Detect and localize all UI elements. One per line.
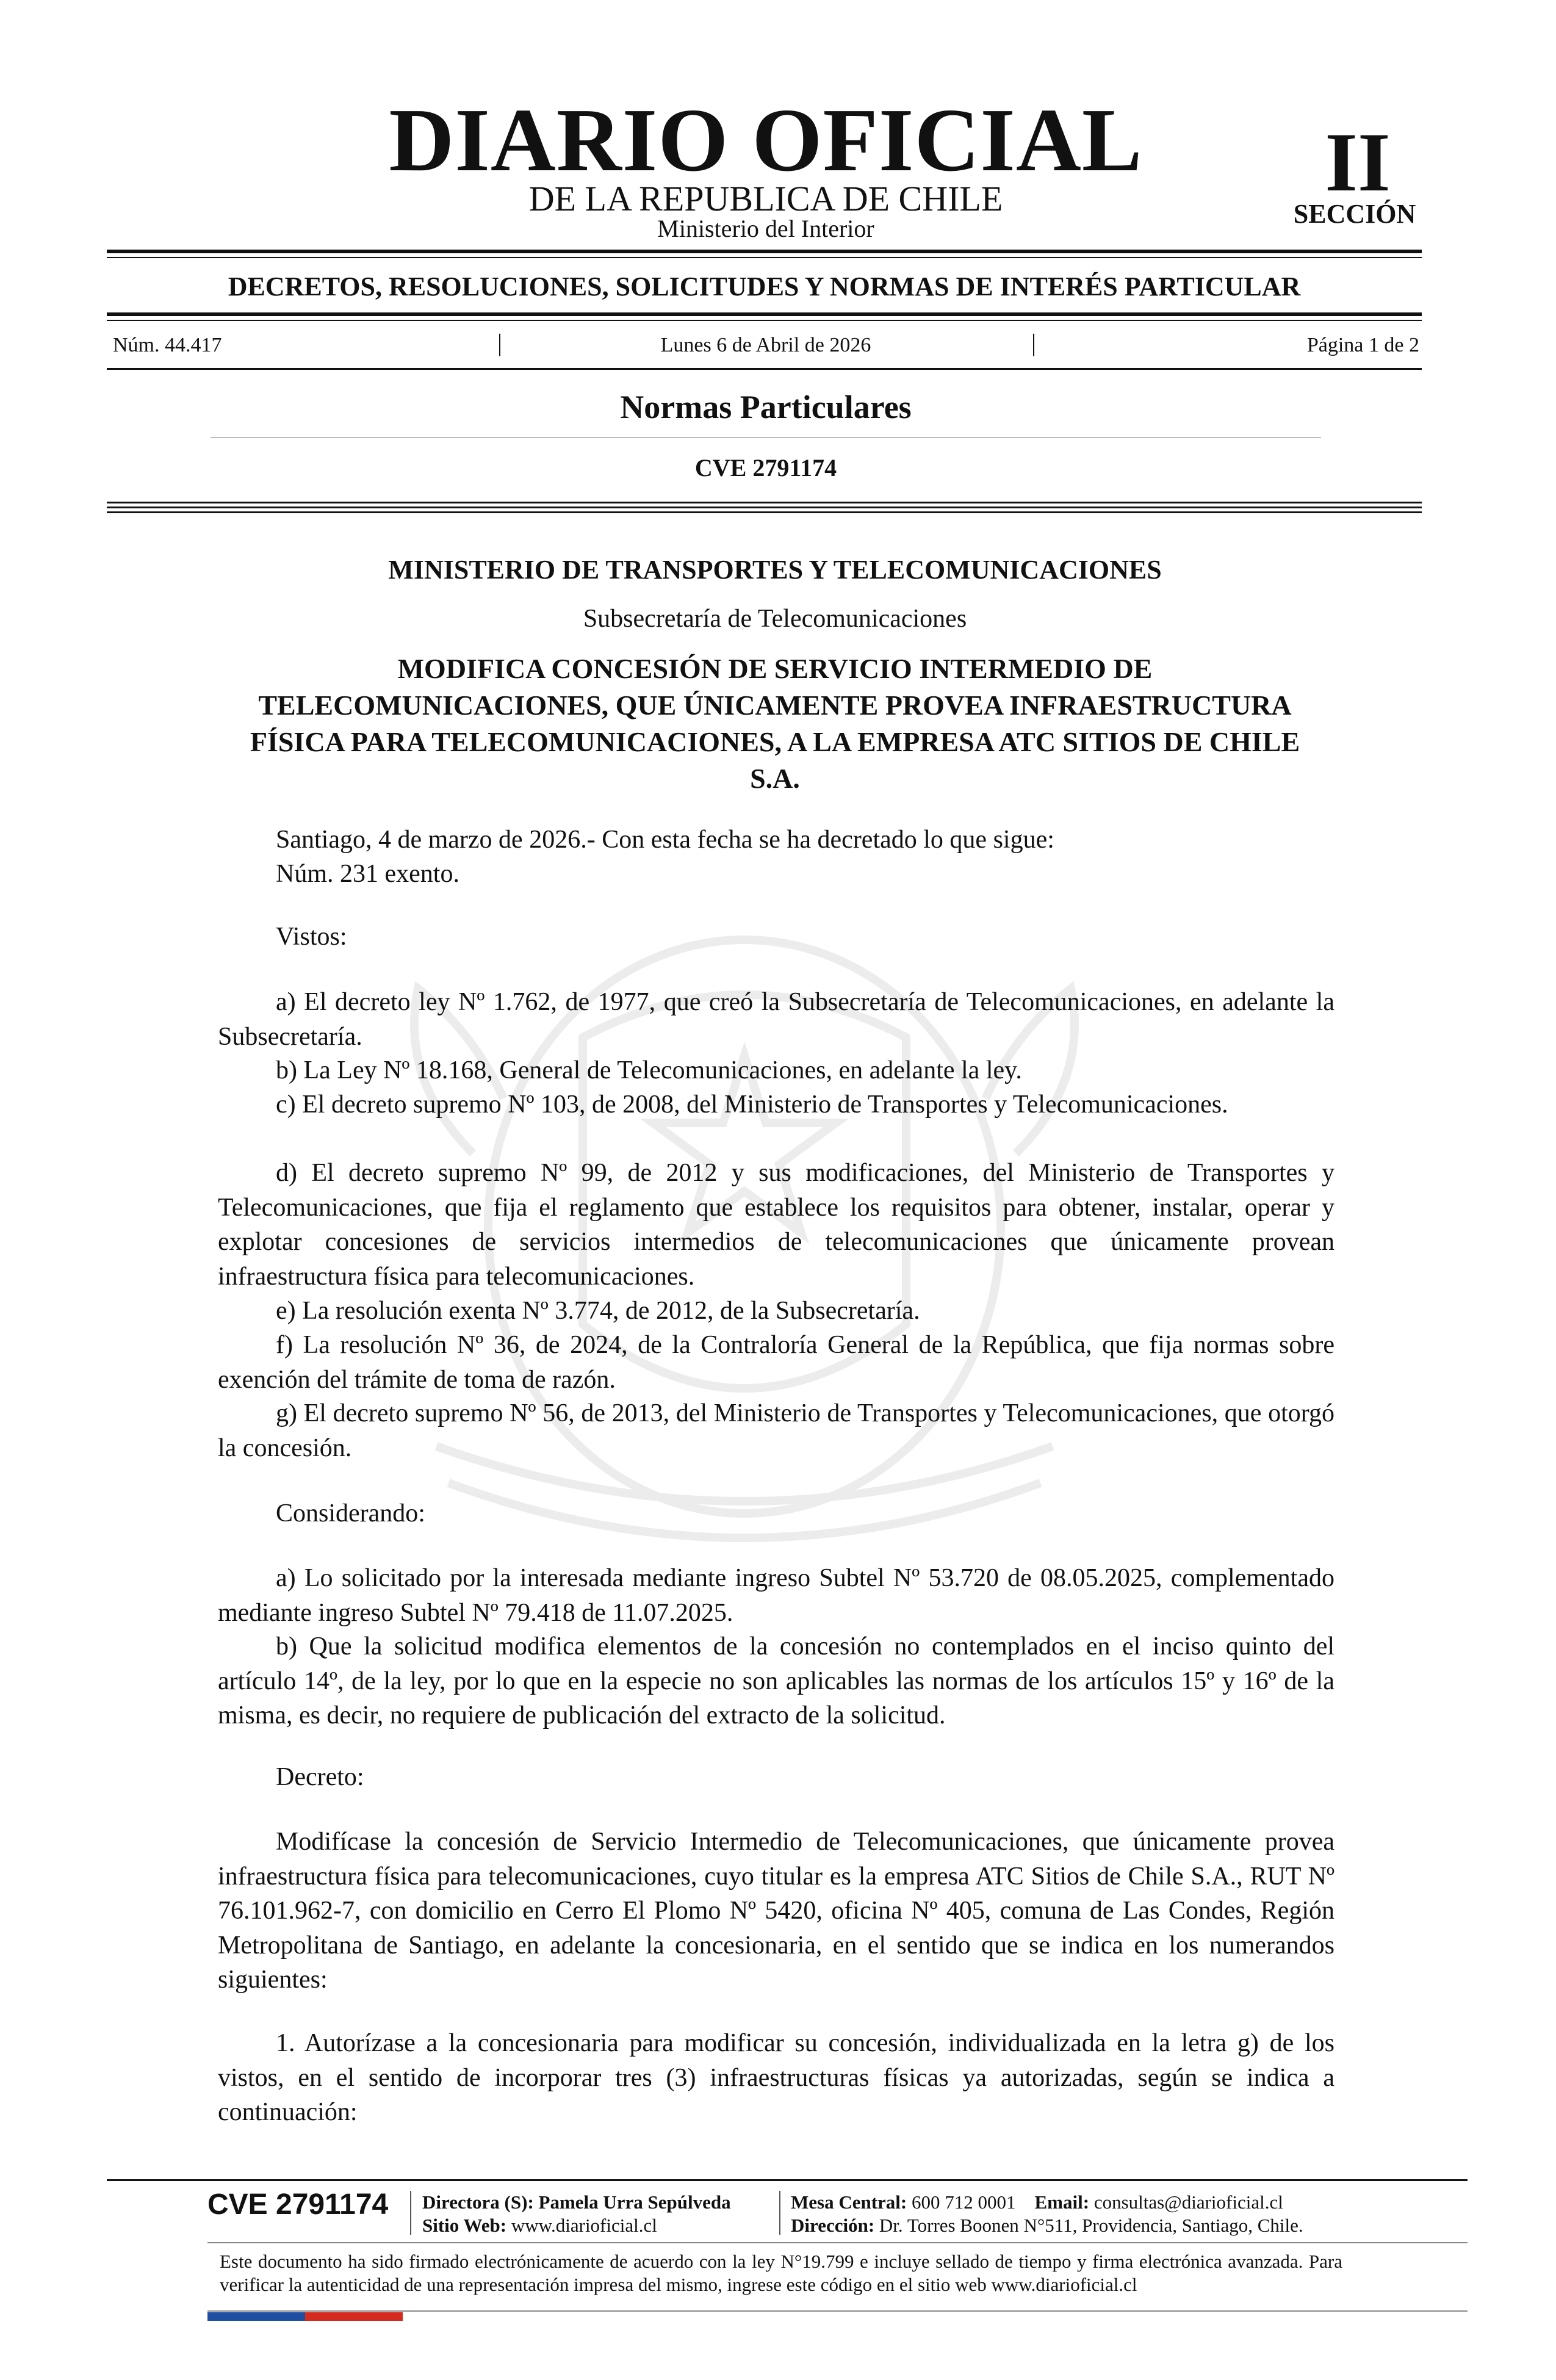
considerando-item: a) Lo solicitado por la interesada mediante ingreso Subtel Nº 53.720 de 08.05.2025, complementado mediante ingreso Subtel Nº 79.418 de 11.07.2025. — [218, 1564, 1334, 1627]
intro-number: Núm. 231 exento. — [276, 860, 459, 888]
rule-top-thick — [107, 250, 1422, 253]
rule-meta-bottom — [107, 368, 1422, 370]
decree-title-line: S.A. — [750, 763, 800, 794]
decree-title-line: MODIFICA CONCESIÓN DE SERVICIO INTERMEDIO DE — [397, 653, 1153, 684]
decree-title-line: TELECOMUNICACIONES, QUE ÚNICAMENTE PROVEA INFRAESTRUCTURA — [258, 690, 1292, 721]
issue-number: Núm. 44.417 — [113, 334, 222, 356]
footer-divider-1 — [410, 2191, 411, 2235]
rule-band-bottom-thin — [107, 320, 1422, 321]
rule-header-bottom-3 — [107, 511, 1422, 513]
footer-rule-bottom — [207, 2310, 1468, 2312]
category-band: DECRETOS, RESOLUCIONES, SOLICITUDES Y NORMAS DE INTERÉS PARTICULAR — [228, 272, 1301, 301]
rule-heading-thin — [211, 437, 1321, 438]
meta-separator-left: | — [497, 329, 503, 356]
visto-item: g) El decreto supremo Nº 56, de 2013, del Ministerio de Transportes y Telecomunicaciones, que otorgó la concesión. — [218, 1399, 1334, 1462]
visto-item: d) El decreto supremo Nº 99, de 2012 y sus modificaciones, del Ministerio de Transportes y Telecomunicaciones, que fija el reglamento que establece los requisitos para obtener, instalar, operar y explotar concesiones de servicios intermedios de telecomunicaciones que únicamente provean infraestructura física para telecomunicaciones. — [218, 1159, 1334, 1291]
issue-date: Lunes 6 de Abril de 2026 — [660, 334, 871, 356]
visto-item: e) La resolución exenta Nº 3.774, de 2012, de la Subsecretaría. — [276, 1297, 920, 1325]
flag-red-segment — [305, 2312, 403, 2321]
footer-director-label: Directora (S): — [422, 2191, 534, 2213]
cve-code-header: CVE 2791174 — [694, 454, 837, 481]
rule-band-bottom-thick — [107, 312, 1422, 316]
footer-web-label: Sitio Web: — [422, 2215, 507, 2236]
footer-address — [791, 2214, 1303, 2237]
intro-place-date: Santiago, 4 de marzo de 2026.- Con esta fecha se ha decretado lo que sigue: — [276, 826, 1054, 854]
masthead-subtitle: DE LA REPUBLICA DE CHILE — [528, 179, 1003, 218]
decreto-text: Modifícase la concesión de Servicio Intermedio de Telecomunicaciones, que únicamente provea infraestructura física para telecomunicaciones, cuyo titular es la empresa ATC Sitios de Chile S.A., RUT Nº 76.101.962-7, con domicilio en Cerro El Plomo Nº 5420, oficina Nº 405, comuna de Las Condes, Región Metropolitana de Santiago, en adelante la concesionaria, en el sentido que se indica en los numerandos siguientes: — [218, 1828, 1334, 1994]
decree-title — [217, 651, 1333, 797]
footer-rule-middle — [207, 2242, 1468, 2243]
visto-item: b) La Ley Nº 18.168, General de Telecomunicaciones, en adelante la ley. — [276, 1056, 1022, 1084]
decreto-item-1: 1. Autorízase a la concesionaria para modificar su concesión, individualizada en la letra g) de los vistos, en el sentido de incorporar tres (3) infraestructuras físicas ya autorizadas, según se indica a continuación: — [218, 2029, 1334, 2126]
footer-phone-label: Mesa Central: — [791, 2191, 907, 2213]
footer-cve-code: CVE 2791174 — [207, 2188, 389, 2221]
footer-email-label: Email: — [1034, 2191, 1090, 2213]
visto-item: c) El decreto supremo Nº 103, de 2008, del Ministerio de Transportes y Telecomunicaciones. — [276, 1091, 1228, 1119]
footer-email-link[interactable]: consultas@diarioficial.cl — [1093, 2191, 1283, 2213]
footer-divider-2 — [779, 2191, 780, 2235]
footer-address-label: Dirección: — [791, 2215, 875, 2236]
decreto-label: Decreto: — [276, 1763, 364, 1791]
visto-item: f) La resolución Nº 36, de 2024, de la Contraloría General de la República, que fija normas sobre exención del trámite de toma de razón. — [218, 1331, 1334, 1394]
section-heading: Normas Particulares — [620, 389, 912, 425]
chile-flag-stripe — [207, 2312, 403, 2321]
decree-title-line: FÍSICA PARA TELECOMUNICACIONES, A LA EMPRESA ATC SITIOS DE CHILE — [250, 726, 1300, 757]
page-indicator: Página 1 de 2 — [1306, 334, 1419, 356]
section-label: SECCIÓN — [1293, 199, 1416, 229]
considerando-label: Considerando: — [276, 1499, 425, 1527]
footer-contact — [791, 2191, 1283, 2214]
footer-web-link[interactable]: www.diarioficial.cl — [511, 2215, 657, 2236]
footer-signature-notice: Este documento ha sido firmado electrónicamente de acuerdo con la ley N°19.799 e incluye sellado de tiempo y firma electrónica avanzada. Para verificar la autenticidad de una representación impresa del mismo, ingrese este código en el sitio web www.diarioficial.cl — [220, 2251, 1342, 2295]
vistos-label: Vistos: — [276, 923, 347, 951]
flag-blue-segment — [207, 2312, 305, 2321]
considerando-item: b) Que la solicitud modifica elementos de la concesión no contemplados en el inciso quinto del artículo 14º, de la ley, por lo que en la especie no son aplicables las normas de los artículos 15º y 16º de la misma, es decir, no requiere de publicación del extracto de la solicitud. — [218, 1632, 1334, 1729]
subsecretaria-heading: Subsecretaría de Telecomunicaciones — [583, 605, 967, 633]
masthead-ministry: Ministerio del Interior — [657, 215, 874, 242]
footer-director-name: Pamela Urra Sepúlveda — [538, 2191, 731, 2213]
footer-website[interactable] — [422, 2214, 657, 2237]
meta-separator-right: | — [1031, 329, 1037, 356]
footer-phone: 600 712 0001 — [912, 2191, 1016, 2213]
ministry-heading: MINISTERIO DE TRANSPORTES Y TELECOMUNICACIONES — [388, 555, 1162, 585]
footer-address-value: Dr. Torres Boonen N°511, Providencia, Santiago, Chile. — [879, 2215, 1303, 2236]
rule-header-bottom-2 — [107, 507, 1422, 508]
rule-top-thin — [107, 257, 1422, 258]
section-number: II — [1325, 115, 1391, 209]
masthead-title: DIARIO OFICIAL — [389, 90, 1143, 190]
visto-item: a) El decreto ley Nº 1.762, de 1977, que creó la Subsecretaría de Telecomunicaciones, en adelante la Subsecretaría. — [218, 988, 1334, 1051]
rule-header-bottom-1 — [107, 502, 1422, 503]
footer-rule-top — [107, 2179, 1468, 2181]
footer-director — [422, 2191, 731, 2214]
